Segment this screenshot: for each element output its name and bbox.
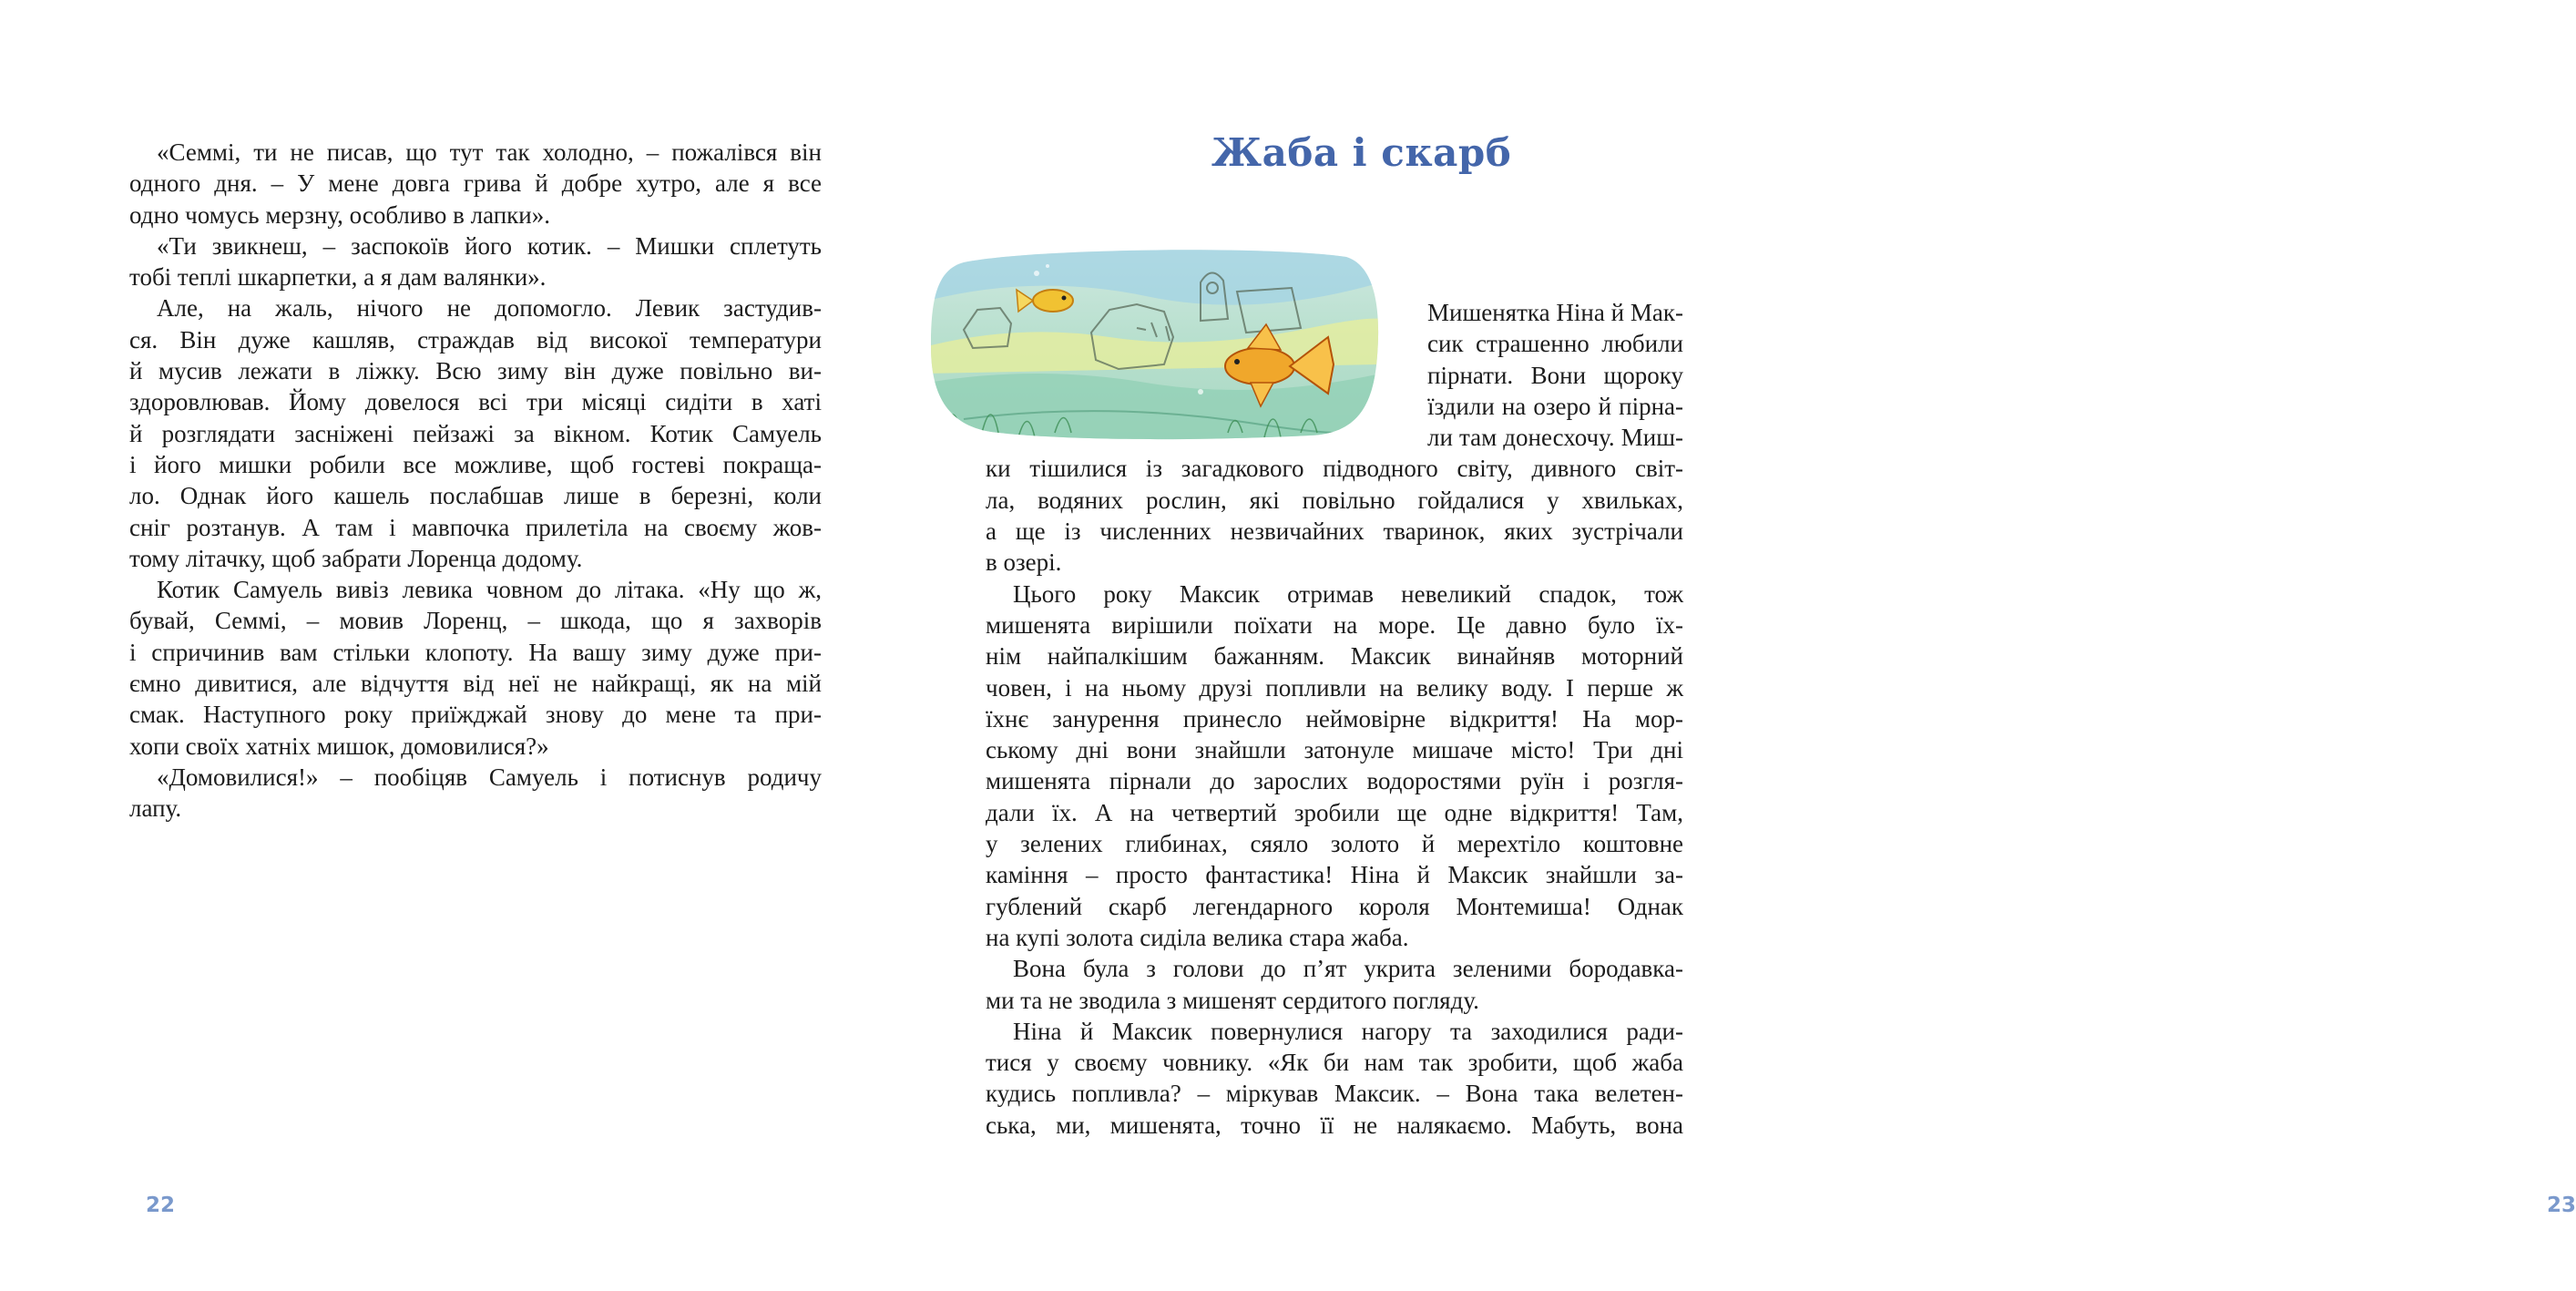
text-line: смак. Наступного року приїжджай знову до мене та при- <box>129 701 822 729</box>
text-line: ки тішилися із загадкового підводного світу, дивного світ- <box>986 455 1683 483</box>
left-page-text <box>129 137 822 825</box>
text-line: в озері. <box>986 548 1062 577</box>
text-line: Але, на жаль, нічого не допомогло. Левик застудив- <box>157 294 822 323</box>
text-line: ська, ми, мишенята, точно її не налякаємо. Мабуть, вона <box>986 1111 1683 1139</box>
page-number: 22 <box>146 1194 176 1217</box>
text-line: каміння – просто фантастика! Ніна й Максик знайшли за- <box>986 861 1683 889</box>
text-line: ському дні вони знайшли затонуле мишаче місто! Три дні <box>986 736 1683 764</box>
text-line: мишенята пірнали до зарослих водоростями руїн і розгля- <box>986 767 1683 795</box>
text-line: одного дня. – У мене довга грива й добре хутро, але я все <box>129 169 822 198</box>
text-line: нім найпалкішим бажанням. Максик винайняв моторний <box>986 642 1683 671</box>
right-page <box>904 0 2576 1291</box>
text-line: Котик Самуель вивіз левика човном до літака. «Ну що ж, <box>157 576 822 604</box>
text-line: ся. Він дуже кашляв, страждав від високої температури <box>129 325 822 353</box>
text-line: кудись попливла? – міркував Максик. – Вона така велетен- <box>986 1080 1683 1108</box>
text-line: хопи своїх хатніх мишок, домовилися?» <box>129 732 549 760</box>
text-line: човен, і на ньому друзі попливли на велику воду. І перше ж <box>986 673 1683 702</box>
text-line: і його мишки робили все можливе, щоб гостеві покраща- <box>129 450 822 478</box>
text-line: Ніна й Максик повернулися нагору та заходилися ради- <box>1013 1017 1683 1045</box>
text-line: ми та не зводила з мишенят сердитого погляду. <box>986 986 1479 1014</box>
text-line: бувай, Семмі, – мовив Лоренц, – шкода, що я захворів <box>129 607 822 635</box>
text-line: і спричинив вам стільки клопоту. На вашу зиму дуже при- <box>129 638 822 666</box>
page-number: 23 <box>2547 1194 2576 1217</box>
underwater-illustration <box>927 246 1381 443</box>
text-line: а ще із численних незвичайних тваринок, яких зустрічали <box>986 517 1683 546</box>
text-line: ло. Однак його кашель послабшав лише в березні, коли <box>129 482 822 510</box>
text-line: мишенята вирішили поїхати на море. Це давно було їх- <box>986 610 1683 639</box>
text-line: Вона була з голови до п’ят укрита зеленими бородавка- <box>1013 955 1683 983</box>
text-line: ла, водяних рослин, які повільно гойдалися у хвильках, <box>986 486 1683 514</box>
text-line: їздили на озеро й пірна- <box>1427 392 1683 420</box>
text-line: сик страшенно любили <box>1427 330 1683 358</box>
text-line: «Семмі, ти не писав, що тут так холодно, – пожалівся він <box>157 138 822 166</box>
text-line: лапу. <box>129 794 182 823</box>
text-line: «Ти звикнеш, – заспокоїв його котик. – Мишки сплетуть <box>157 231 822 260</box>
text-line: гублений скарб легендарного короля Монтемиша! Однак <box>986 892 1683 920</box>
text-line: здоровлював. Йому довелося всі три місяці сидіти в хаті <box>129 388 822 416</box>
text-line: їхнє занурення принесло неймовірне відкриття! На мор- <box>986 704 1683 733</box>
text-line: Мишенятка Ніна й Мак- <box>1427 299 1683 326</box>
text-line: й мусив лежати в ліжку. Всю зиму він дуже повільно ви- <box>129 357 822 385</box>
text-line: ли там донесхочу. Миш- <box>1427 424 1683 452</box>
text-line: тися у своєму човнику. «Як би нам так зробити, щоб жаба <box>986 1049 1683 1077</box>
text-line: на купі золота сиділа велика стара жаба. <box>986 923 1409 951</box>
text-line: дали їх. А на четвертий зробили ще одне відкриття! Там, <box>986 798 1683 826</box>
text-line: тому літачку, щоб забрати Лоренца додому. <box>129 544 583 572</box>
text-line: сніг розтанув. А там і мавпочка прилетіла на своєму жов- <box>129 513 822 541</box>
text-line: Цього року Максик отримав невеликий спадок, тож <box>1013 579 1683 608</box>
chapter-title: Жаба і скарб <box>1211 130 1512 175</box>
text-line: й розглядати засніжені пейзажі за вікном. Котик Самуель <box>129 419 822 447</box>
left-page <box>0 0 904 1291</box>
text-line: ємно дивитися, але відчуття від неї не найкращі, як на мій <box>129 670 822 698</box>
text-line: «Домовилися!» – пообіцяв Самуель і потиснув родичу <box>157 763 822 791</box>
text-line: одно чомусь мерзну, особливо в лапки». <box>129 200 550 229</box>
text-line: тобі теплі шкарпетки, а я дам валянки». <box>129 263 547 292</box>
text-line: у зелених глибинах, сяяло золото й мерехтіло коштовне <box>986 830 1683 858</box>
text-line: пірнати. Вони щороку <box>1427 361 1683 389</box>
